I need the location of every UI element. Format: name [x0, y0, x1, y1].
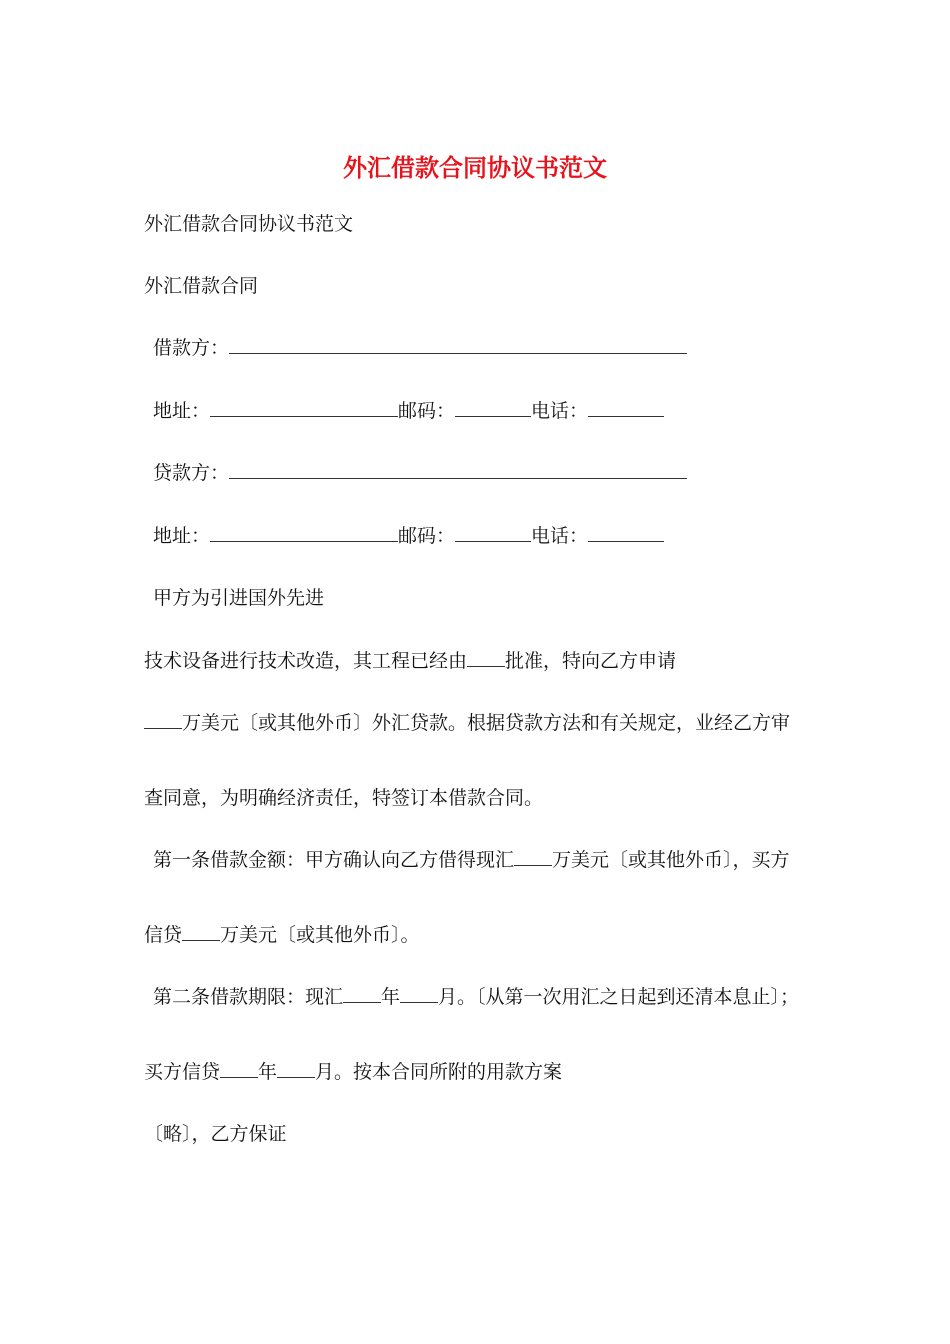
text-span: 第一条借款金额：甲方确认向乙方借得现汇 [153, 849, 515, 871]
address-blank [210, 397, 398, 417]
approver-blank [467, 647, 505, 667]
lender-row [153, 459, 687, 487]
text-span: 月。〔从第一次用汇之日起到还清本息止〕； [438, 986, 800, 1008]
text-span: 年 [381, 986, 401, 1008]
months-blank [277, 1058, 315, 1078]
lender-address-row [153, 522, 664, 550]
years-blank [343, 983, 381, 1003]
text-span: 买方信贷 [144, 1061, 221, 1083]
contract-heading: 外汇借款合同 [144, 275, 259, 297]
address-label: 地址： [153, 525, 211, 547]
lender-blank [229, 459, 687, 479]
lender-label: 贷款方： [153, 462, 230, 484]
phone-label: 电话： [531, 525, 589, 547]
phone-label: 电话： [531, 400, 589, 422]
text-span: 技术设备进行技术改造，其工程已经由 [144, 650, 468, 672]
document-title: 外汇借款合同协议书范文 [343, 153, 607, 182]
amount-blank [144, 709, 182, 729]
text-span: 万美元〔或其他外币〕，买方 [552, 849, 790, 871]
text-span: 月。按本合同所附的用款方案 [315, 1061, 563, 1083]
address-blank [210, 522, 398, 542]
borrower-blank [229, 334, 687, 354]
article-2-line: 〔略〕，乙方保证 [144, 1123, 287, 1145]
paragraph-intro: 甲方为引进国外先进 [153, 587, 325, 609]
postcode-blank [455, 397, 531, 417]
paragraph-line [144, 709, 790, 737]
text-span: 年 [258, 1061, 278, 1083]
postcode-label: 邮码： [398, 400, 456, 422]
address-label: 地址： [153, 400, 211, 422]
article-2-line [153, 983, 799, 1011]
text-span: 批准，特向乙方申请 [505, 650, 677, 672]
text-span: 万美元〔或其他外币〕。 [220, 924, 420, 946]
text-span: 信贷 [144, 924, 183, 946]
paragraph-line [144, 647, 676, 675]
article-1-line [144, 921, 420, 949]
text-span: 第二条借款期限：现汇 [153, 986, 344, 1008]
credit-amount-blank [182, 921, 220, 941]
years-blank [220, 1058, 258, 1078]
paragraph-line: 查同意，为明确经济责任，特签订本借款合同。 [144, 787, 544, 809]
spot-amount-blank [514, 846, 552, 866]
article-1-line [153, 846, 790, 874]
borrower-row [153, 334, 687, 362]
postcode-blank [455, 522, 531, 542]
borrower-label: 借款方： [153, 337, 230, 359]
phone-blank [588, 397, 664, 417]
document-subtitle: 外汇借款合同协议书范文 [144, 213, 354, 235]
months-blank [400, 983, 438, 1003]
phone-blank [588, 522, 664, 542]
text-span: 万美元〔或其他外币〕外汇贷款。根据贷款方法和有关规定，业经乙方审 [182, 712, 791, 734]
postcode-label: 邮码： [398, 525, 456, 547]
article-2-line [144, 1058, 562, 1086]
borrower-address-row [153, 397, 664, 425]
